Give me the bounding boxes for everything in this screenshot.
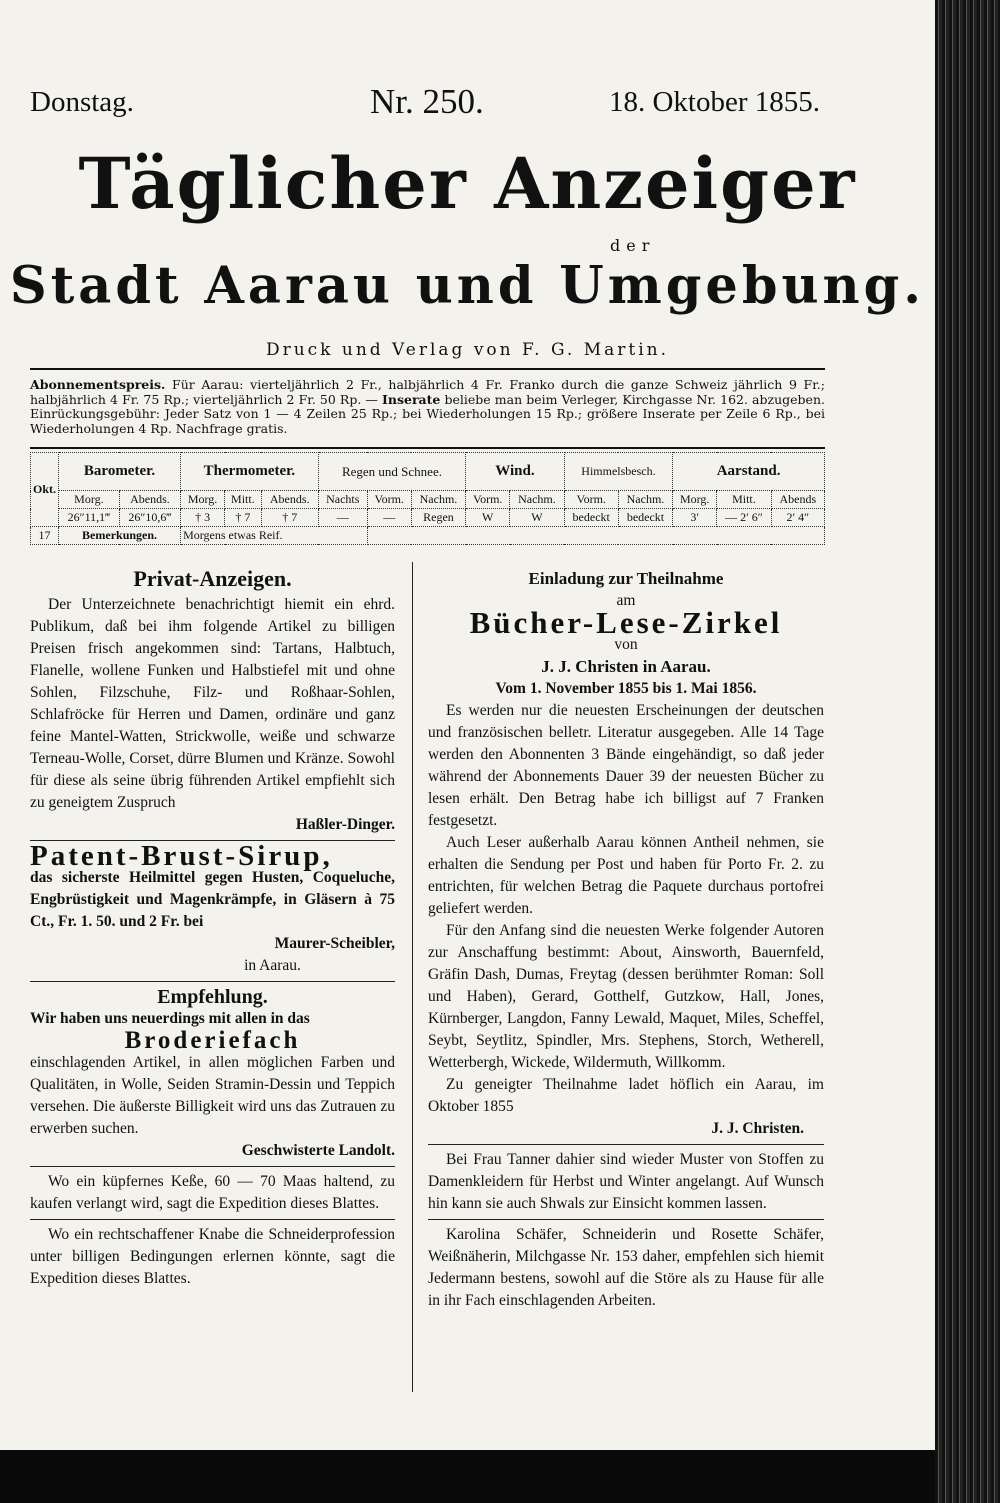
reading-circle-p3: Für den Anfang sind die neuesten Werke folgender Autoren zur Anschaffung bestimmt: About, Ainsworth, Bauernfeld, Gräfin Dash, Dumas, Freytag (dessen berühmter Roman: Soll und Haben), Gerard, Gotthelf, Gutzkow, Hall, Jones, Kürnberger, Langdon, Fanny Lewald, Maquet, Miles, Scheffel, Seybt, Seytlitz, Spindler, Mrs. Stephens, Storch, Wetherell, Wetterbergh, Wickede, Wildermuth, Willkomm. xyxy=(428,922,824,1071)
weather-head-thermometer: Thermometer. xyxy=(181,453,319,491)
reading-circle-p2: Auch Leser außerhalb Aarau können Antheil nehmen, sie erhalten die Sendung per Post und haben für Porto Fr. 2. zu entrichten, für welchen Betrag die Paquete durchaus portofrei geliefert werden. xyxy=(428,834,824,917)
weather-sub: Morg. xyxy=(59,491,120,509)
right-column xyxy=(428,568,824,1312)
ad-separator xyxy=(30,1166,395,1167)
weather-value: — xyxy=(367,509,411,527)
subscription-text: Für Aarau: vierteljährlich 2 Fr., halbjährlich 4 Fr. Franko durch die ganze Schweiz jährlich 9 Fr.; halbjährlich 4 Fr. 75 Rp.; vierteljährlich 2 Fr. 50 Rp. — xyxy=(30,377,825,407)
weather-value: — 2′ 6″ xyxy=(717,509,771,527)
book-spine xyxy=(935,0,1000,1503)
reading-circle-am: am xyxy=(616,592,636,609)
left-column xyxy=(30,568,395,1290)
issue-number: Nr. 250. xyxy=(370,82,484,121)
masthead-subtitle: Stadt Aarau und Umgebung. xyxy=(9,256,926,316)
weather-table xyxy=(30,452,825,545)
weather-value: 2′ 4″ xyxy=(771,509,824,527)
weather-sub: Nachm. xyxy=(510,491,564,509)
weather-value: Regen xyxy=(411,509,465,527)
weekday: Donstag. xyxy=(30,86,134,118)
reading-circle-period: Vom 1. November 1855 bis 1. Mai 1856. xyxy=(495,680,757,697)
weather-sub: Abends xyxy=(771,491,824,509)
weather-value: 26″10,6‴ xyxy=(119,509,180,527)
subscription-label: Abonnementspreis. xyxy=(30,377,166,392)
weather-sub: Morg. xyxy=(181,491,225,509)
weather-empty xyxy=(367,527,824,545)
ad-separator xyxy=(428,1219,824,1220)
weather-value: W xyxy=(466,509,510,527)
ad-broderie-text: einschlagenden Artikel, in allen möglichen Farben und Qualitäten, in Wolle, Seiden Stramin-Dessin und Teppich versehen. Die äußerste Billigkeit wird uns das Zutrauen zu erwerben suchen. xyxy=(30,1054,395,1137)
reading-circle-p1: Es werden nur die neuesten Erscheinungen der deutschen und französischen belletr. Literatur ausgegeben. Alle 14 Tage werden den Abonnenten 3 Bände eingehändigt, so daß jeder während der Abonnements Dauer 39 der neuesten Bücher zu lesen erhält. Den Betrag habe ich billigst auf 7 Franken festgesetzt. xyxy=(428,702,824,829)
weather-sub: Morg. xyxy=(673,491,717,509)
weather-sub: Vorm. xyxy=(466,491,510,509)
weather-remarks-label: Bemerkungen. xyxy=(59,527,181,545)
issue-date: 18. Oktober 1855. xyxy=(608,86,820,118)
subscription-info xyxy=(30,378,825,436)
ad-separator xyxy=(428,1144,824,1145)
weather-value: † 7 xyxy=(261,509,318,527)
dateline xyxy=(30,82,820,122)
ad-separator xyxy=(30,1219,395,1220)
weather-sub: Vorm. xyxy=(564,491,618,509)
weather-sub: Vorm. xyxy=(367,491,411,509)
weather-head-rain: Regen und Schnee. xyxy=(318,453,465,491)
ad-sirup-place: in Aarau. xyxy=(244,957,301,974)
ad-hassler-text: Der Unterzeichnete benachrichtigt hiemit ein ehrd. Publikum, daß bei ihm folgende Artikel zu billigen Preisen frisch angekommen sind: Tartans, Halbtuch, Flanelle, wollene Funken und Halbstiefel mit und ohne Sohlen, Filzschuhe, Filz- und Roßhaar-Sohlen, Schlafröcke für Herren und Damen, ordinäre und ganz feine Mantel-Watten, Strickwolle, weiße und schwarze Terneau-Wolle, Corset, dürre Blumen und Kränze. Sowohl für diese als seine übrig führenden Artikel empfiehlt sich zu geneigtem Zuspruch xyxy=(30,596,395,811)
page-bottom-shadow xyxy=(0,1450,935,1503)
weather-remarks: Morgens etwas Reif. xyxy=(181,527,368,545)
ad-schneider: Wo ein rechtschaffener Knabe die Schneiderprofession unter billigen Bedingungen erlernen könnte, sagt die Expedition dieses Blattes. xyxy=(30,1226,395,1287)
ad-broderie-sign: Geschwisterte Landolt. xyxy=(241,1142,395,1159)
ad-schaefer: Karolina Schäfer, Schneiderin und Rosette Schäfer, Weißnäherin, Milchgasse Nr. 153 daher, empfehlen sich hiemit Jedermann bestens, sowohl auf die Störe als zu Hause für alle in ihr Fach einschlagenden Arbeiten. xyxy=(428,1226,824,1309)
ad-sirup-title: Patent-Brust-Sirup, xyxy=(30,840,333,872)
ad-broderie-title: Empfehlung. xyxy=(157,986,268,1008)
weather-sub: Abends. xyxy=(119,491,180,509)
weather-head-wind: Wind. xyxy=(466,453,564,491)
ad-broderie-intro: Wir haben uns neuerdings mit allen in das xyxy=(30,1010,310,1027)
weather-value: 26″11,1‴ xyxy=(59,509,120,527)
reading-circle-sign: J. J. Christen. xyxy=(711,1120,804,1137)
weather-head-river: Aarstand. xyxy=(673,453,825,491)
weather-value: bedeckt xyxy=(564,509,618,527)
weather-sub: Mitt. xyxy=(717,491,771,509)
weather-head-sky: Himmelsbesch. xyxy=(564,453,673,491)
weather-sub: Nachm. xyxy=(618,491,672,509)
weather-value: 3′ xyxy=(673,509,717,527)
private-ads-heading: Privat-Anzeigen. xyxy=(133,566,292,591)
masthead-title: Täglicher Anzeiger xyxy=(78,142,857,225)
printer-line: Druck und Verlag von F. G. Martin. xyxy=(265,340,670,360)
header-rule xyxy=(30,368,825,370)
weather-value: W xyxy=(510,509,564,527)
weather-date-label: Okt. xyxy=(31,453,59,527)
weather-head-barometer: Barometer. xyxy=(59,453,181,491)
weather-sub: Nachm. xyxy=(411,491,465,509)
ad-separator xyxy=(30,981,395,982)
subscription-rule xyxy=(30,447,825,449)
ad-broderie-big: Broderiefach xyxy=(124,1027,301,1054)
ad-hassler-sign: Haßler-Dinger. xyxy=(295,816,395,833)
reading-circle-p4: Zu geneigter Theilnahme ladet höflich ein Aarau, im Oktober 1855 xyxy=(428,1076,824,1115)
reading-circle-title: Bücher-Lese-Zirkel xyxy=(469,605,783,640)
inserate-label: Inserate xyxy=(382,391,441,407)
weather-value: — xyxy=(318,509,367,527)
weather-sub: Nachts xyxy=(318,491,367,509)
weather-day: 17 xyxy=(31,527,59,545)
subscription-text-2: beliebe man beim Verleger, Kirchgasse Nr. 162. abzugeben. Einrückungsgebühr: Jeder Satz von 1 — 4 Zeilen 25 Rp.; bei Wiederholungen 15 Rp.; größere Inserate per Zeile 6 Rp., bei Wiederholungen 4 Rp. Nachfrage gratis. xyxy=(30,391,825,436)
column-divider xyxy=(412,562,413,1392)
ad-sirup-sign: Maurer-Scheibler, xyxy=(274,935,395,952)
ad-tanner: Bei Frau Tanner dahier sind wieder Muster von Stoffen zu Damenkleidern für Herbst und Winter angelangt. Auf Wunsch hin kann sie auch Shwals zur Einsicht kommen lassen. xyxy=(428,1151,824,1212)
ad-sirup-text: das sicherste Heilmittel gegen Husten, Coqueluche, Engbrüstigkeit und Magenkrämpfe, in Gläsern à 75 Ct., Fr. 1. 50. und 2 Fr. bei xyxy=(30,869,395,930)
weather-value: † 7 xyxy=(225,509,262,527)
weather-sub: Abends. xyxy=(261,491,318,509)
reading-circle-von: von xyxy=(614,636,638,653)
ad-kesse: Wo ein küpfernes Keße, 60 — 70 Maas haltend, zu kaufen verlangt wird, sagt die Expedition dieses Blattes. xyxy=(30,1173,395,1212)
reading-circle-owner: J. J. Christen in Aarau. xyxy=(541,657,711,676)
reading-circle-invite: Einladung zur Theilnahme xyxy=(528,569,724,588)
masthead-der: der xyxy=(610,236,656,255)
weather-value: † 3 xyxy=(181,509,225,527)
weather-value: bedeckt xyxy=(618,509,672,527)
weather-sub: Mitt. xyxy=(225,491,262,509)
